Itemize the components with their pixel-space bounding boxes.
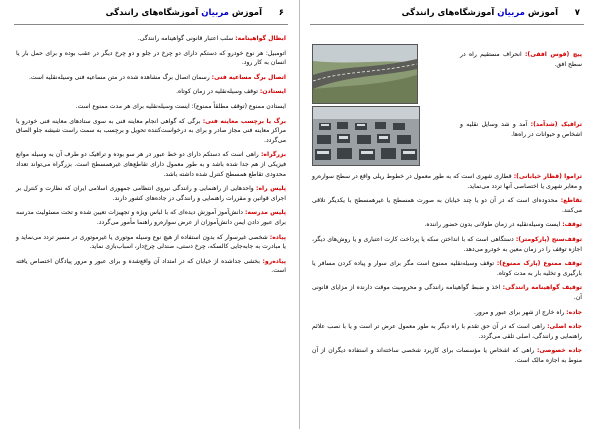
right-header-title-accent: مربیان (497, 8, 525, 18)
entry-text: راهی که اشخاص یا مؤسسات برای کاربرد شخصی ساخته‌اند و استفاده دیگران از آن منوط به اجازه مالک است. (312, 347, 582, 364)
entry-term: تراموا (قطار خیابانی): (513, 173, 582, 180)
entry-term: پیاده‌رو: (262, 257, 286, 265)
entry-term: جاده: (566, 308, 582, 316)
definition-entry (16, 102, 286, 112)
entry-term: پلیس راه: (256, 185, 286, 193)
entry-term: بزرگراه: (260, 151, 286, 159)
definition-entry (16, 150, 286, 179)
definition-entry (16, 34, 286, 44)
definition-entry (16, 233, 286, 252)
entry-text: راهی است که دستکم دارای دو خط عبور در هر سو بوده و ترافیک دو طرف آن به وسیله موانع فیزیکی از هم جدا شده باشد و به طور معمول دارای تقاطع‌های غیرهمسطح است. بزرگراه می‌تواند تعداد محدودی تقاطع همسطح کنترل شده داشته باشد. (16, 151, 286, 178)
left-page (8, 0, 294, 425)
definition-entry (312, 196, 582, 215)
entry-text: اخذ و ضبط گواهینامه رانندگی و محرومیت موقت دارنده از مزایای قانونی آن. (312, 284, 582, 301)
left-header-title-pre: آموزش (231, 8, 262, 18)
caption-term: ترافیک (شدآمد): (530, 121, 582, 128)
definition-entry (16, 184, 286, 203)
definition-entry (16, 117, 286, 146)
definition-entry (312, 283, 582, 302)
right-header-title-post: آموزشگاه‌های رانندگی (401, 8, 495, 18)
entry-term: توقیف گواهینامه رانندگی: (502, 284, 582, 292)
entry-text: ایست وسیله‌نقلیه در زمان طولانی بدون حضور راننده. (424, 221, 563, 229)
left-header-title-accent: مربیان (201, 8, 229, 18)
entry-text: راهی است که در آن حق تقدم با راه دیگر به طور معمول عرض تر است و یا با نصب علائم راهنمایی و رانندگی، اصلی تلقی می‌گردد. (312, 323, 582, 340)
entry-text: شخصی غیرسوار که بدون استفاده از هیچ نوع وسیله موتوری یا غیرموتوری در مسیر تردد می‌نماید و یا مبادرت به جابه‌جایی کالسکه، چرخ دستی، صندلی چرخ‌دار، اسباب‌بازی نماید. (16, 233, 286, 251)
left-header-title (106, 8, 262, 18)
entry-text: قطاری شهری است که به طور معمول در خطوط ریلی واقع در سطح سواره‌رو و معابر شهری یا اختصاصی آنها تردد می‌نماید. (312, 173, 582, 190)
left-page-number: ۶ (278, 8, 284, 18)
right-header-title-pre: آموزش (527, 8, 558, 18)
definition-entry (312, 172, 582, 191)
right-page (304, 0, 590, 425)
entry-text: برگی که گواهی انجام معاینه فنی به سوی ستادهای معاینه فنی خودرو یا مراکز معاینه فنی مجاز صادر و برای به درخواست‌کننده تحویل و برچسب به سمت راست شیشه جلو الصاق می‌گردد. (16, 117, 286, 144)
caption-text: انحراف مستقیم راه در سطح افق. (460, 51, 582, 68)
left-page-body (16, 34, 286, 281)
photo2-caption (460, 120, 582, 139)
definition-entry (16, 49, 286, 68)
binding-divider (299, 0, 300, 429)
entry-term: پیاده: (269, 233, 286, 241)
definition-entry (312, 235, 582, 254)
entry-text: واحدهایی از راهنمایی و رانندگی نیروی انتظامی جمهوری اسلامی ایران که نظارت و کنترل بر اجرای قوانین و مقررات راهنمایی و رانندگی در جاده‌های کشور دارند. (16, 185, 286, 202)
left-page-header (14, 6, 288, 25)
curved-road-photo (312, 44, 418, 104)
entry-text: اتومبیل: هر نوع خودرو که دستکم دارای دو چرخ در جلو و دو چرخ دیگر در عقب بوده و برای حمل بار یا انسان به کار رود. (16, 49, 286, 67)
entry-text: سلب اعتبار قانونی گواهینامه رانندگی. (137, 35, 236, 42)
entry-term: اتصال برگ مساعیه فنی: (211, 73, 286, 81)
right-page-header (310, 6, 584, 25)
right-header-title (402, 8, 558, 18)
entry-text: توقف وسیله‌نقلیه در زمان کوتاه. (176, 88, 260, 96)
definition-entry (312, 346, 582, 365)
right-page-body (312, 172, 582, 371)
left-header-title-post: آموزشگاه‌های رانندگی (105, 8, 199, 18)
entry-text: ایستادن ممنوع (توقف مطلقاً ممنوع): ایست وسیله‌نقلیه برای هر مدت ممنوع است. (75, 102, 286, 110)
traffic-jam-photo (312, 106, 420, 166)
caption-text: آمد و شد وسایل نقلیه و اشخاص و حیوانات در راه‌ها. (460, 121, 582, 138)
entry-text: محدوده‌ای است که در آن دو یا چند خیابان به صورت همسطح یا غیرهمسطح با یکدیگر تلاقی می‌کنند. (312, 197, 582, 214)
entry-term: ایستادن: (259, 88, 286, 96)
photo1-caption (460, 50, 582, 69)
definition-entry (16, 257, 286, 276)
entry-text: بخشی جداشده از خیابان که در امتداد آن واقع‌شده و برای عبور و مرور پیادگان اختصاص یافته است. (16, 257, 286, 275)
definition-entry (312, 220, 582, 230)
right-page-number: ۷ (574, 8, 580, 18)
definition-entry (312, 259, 582, 278)
definition-entry (16, 73, 286, 83)
definition-entry (312, 322, 582, 341)
definition-entry (16, 87, 286, 97)
entry-term: پلیس مدرسه: (244, 209, 286, 217)
entry-term: توقف: (562, 221, 582, 229)
definition-entry (312, 308, 582, 318)
entry-text: رسمان اتصال برگ مشاهده شده در متن مساعیه فنی وسیله‌نقلیه است. (29, 73, 212, 81)
entry-text: دانش‌آموز آموزش دیده‌ای که با لباس ویژه و تجهیزات تعیین شده و تحت مسئولیت مدرسه برای عبور دادن ایمن دانش‌آموزان از عرض سواره‌رو راهنما مأمور می‌گردد. (16, 209, 286, 226)
entry-term: ابطال گواهینامه: (235, 35, 286, 42)
entry-text: توقف وسیله‌نقلیه ممنوع است مگر برای سوار و پیاده کردن مسافر یا بارگیری و تخلیه بار به مدت کوتاه. (312, 260, 582, 277)
entry-term: تقاطع: (560, 197, 582, 205)
entry-text: راه خارج از شهر برای عبور و مرور. (473, 308, 567, 316)
entry-term: جاده اصلی: (547, 323, 582, 331)
definition-entry (16, 208, 286, 227)
entry-term: توقف‌سنج (پارکومتر): (515, 235, 582, 243)
entry-term: برگ یا برچسب معاینه فنی: (202, 117, 286, 125)
entry-term: جاده خصوصی: (536, 347, 582, 355)
caption-term: پیچ (قوس افقی): (524, 51, 582, 58)
entry-term: توقف ممنوع (پارک ممنوع): (496, 260, 582, 268)
entry-text: دستگاهی است که با انداختن سکه یا پرداخت کارت اعتباری و یا روش‌های دیگر، اجازه توقف را در زمان معین به خودرو می‌دهد. (312, 235, 582, 253)
